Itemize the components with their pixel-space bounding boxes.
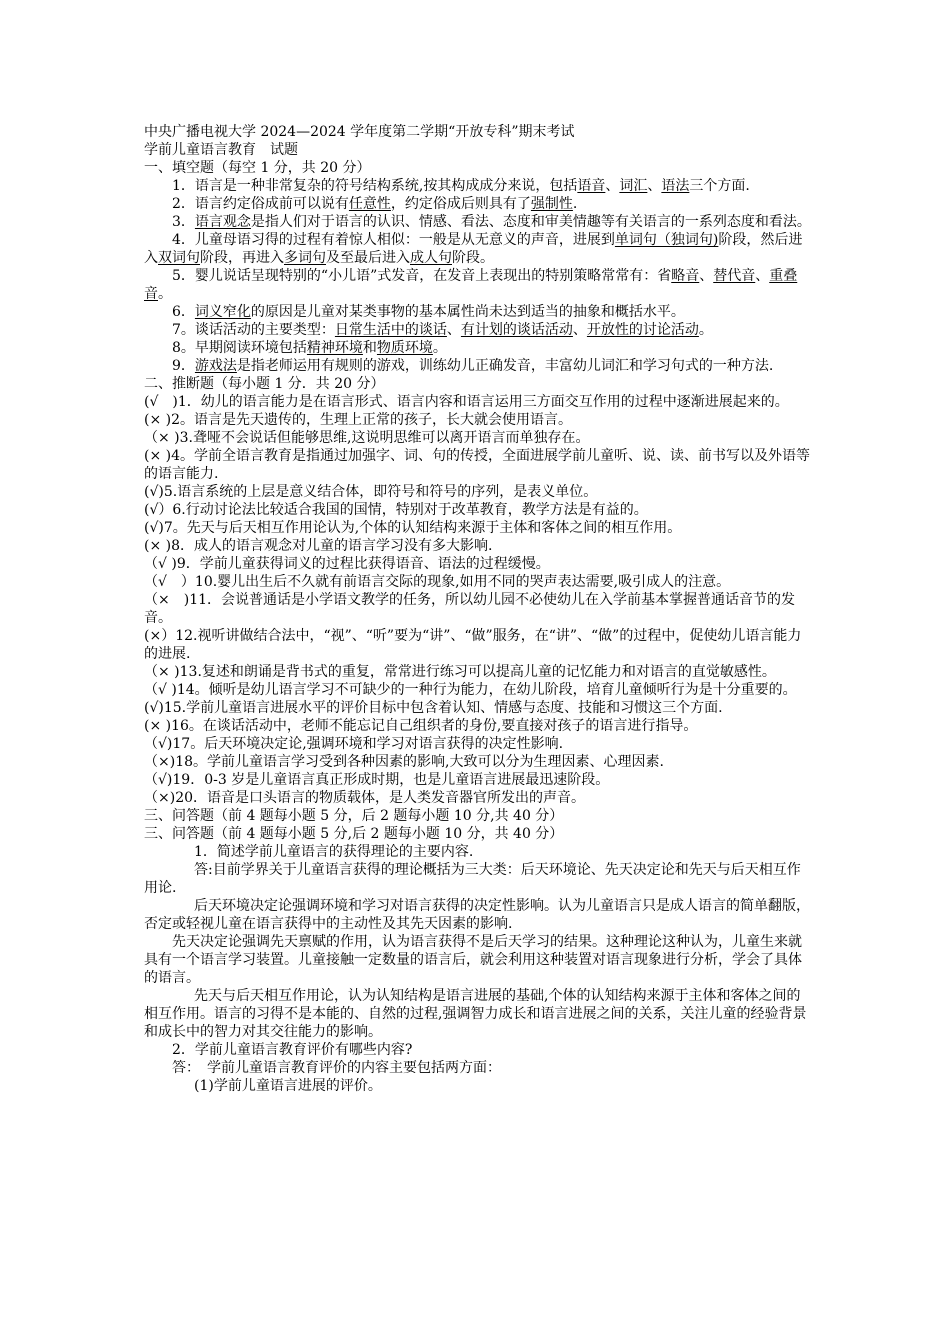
essay-answer-1-para: 先天与后天相互作用论，认为认知结构是语言进展的基础,个体的认知结构来源于主体和客体之间的相互作用。语言的习得不是本能的、自然的过程,强调智力成长和语言进展之间的关系，关注儿童的经验背景和成长中的智力对其交往能力的影响。 — [144, 988, 807, 1040]
fill-question-3: 3．语言观念是指人们对于语言的认识、情感、看法、态度和审美情趣等有关语言的一系列态度和看法。 — [172, 214, 811, 230]
judge-item: (× )16。在谈话活动中，老师不能忘记自己组织者的身份,要直接对孩子的语言进行指导。 — [144, 718, 698, 734]
judge-item: （×)18。学前儿童语言学习受到各种因素的影响,大致可以分为生理因素、心理因素. — [144, 754, 664, 770]
judge-item: （× )3.聋哑不会说话但能够思维,这说明思维可以离开语言而单独存在。 — [144, 430, 590, 446]
judge-item: (√)7。先天与后天相互作用论认为,个体的认知结构来源于主体和客体之间的相互作用。 — [144, 520, 682, 536]
essay-answer-1-para: 先天决定论强调先天禀赋的作用，认为语言获得不是后天学习的结果。这种理论这种认为，儿童生来就具有一个语言学习装置。儿童接触一定数量的语言后，就会利用这种装置对语言现象进行分析，学会了具体的语言。 — [144, 934, 802, 986]
fill-question-2: 2．语言约定俗成前可以说有任意性，约定俗成后则具有了强制性. — [172, 196, 578, 212]
exam-title: 中央广播电视大学 2024—2024 学年度第二学期“开放专科”期末考试 — [144, 124, 575, 140]
judge-item: (√）6.行动讨论法比较适合我国的国情，特别对于改革教育，教学方法是有益的。 — [144, 502, 648, 518]
essay-question-2: 2．学前儿童语言教育评价有哪些内容? — [172, 1042, 413, 1058]
section-3-heading-repeat: 三、问答题（前 4 题每小题 5 分,后 2 题每小题 10 分，共 40 分） — [144, 826, 564, 842]
exam-document — [144, 123, 814, 1095]
fill-question-7: 7。谈话活动的主要类型：日常生活中的谈话、有计划的谈话活动、开放性的讨论活动。 — [172, 322, 713, 338]
section-2-heading: 二、推断题（每小题 1 分．共 20 分） — [144, 376, 385, 392]
essay-answer-1-para: 后天环境决定论强调环境和学习对语言获得的决定性影响。认为儿童语言只是成人语言的简单翻版，否定或轻视儿童在语言获得中的主动性及其先天因素的影响. — [144, 898, 810, 932]
judge-item: (√ )1．幼儿的语言能力是在语言形式、语言内容和语言运用三方面交互作用的过程中逐渐进展起来的。 — [144, 394, 789, 410]
judge-item: （√ ）10.婴儿出生后不久就有前语言交际的现象,如用不同的哭声表达需要,吸引成人的注意。 — [144, 574, 731, 590]
essay-answer-1-intro: 答:目前学界关于儿童语言获得的理论概括为三大类：后天环境论、先天决定论和先天与后天相互作用论. — [144, 862, 801, 896]
essay-answer-2-item: (1)学前儿童语言进展的评价。 — [194, 1078, 382, 1094]
judge-item: (× )8．成人的语言观念对儿童的语言学习没有多大影响. — [144, 538, 493, 554]
judge-item: (√)5.语言系统的上层是意义结合体，即符号和符号的序列，是表义单位。 — [144, 484, 598, 500]
judge-item: (×）12.视听讲做结合法中，“视”、“听”要为“讲”、“做”服务，在“讲”、“做”的过程中，促使幼儿语言能力的进展. — [144, 628, 802, 662]
judge-item: (√)15.学前儿童语言进展水平的评价目标中包含着认知、情感与态度、技能和习惯这三个方面. — [144, 700, 723, 716]
judge-item: （√)19．0-3 岁是儿童语言真正形成时期，也是儿童语言进展最迅速阶段。 — [144, 772, 610, 788]
judge-item: (× )2。语言是先天遗传的，生理上正常的孩子，长大就会使用语言。 — [144, 412, 573, 428]
fill-question-5: 5．婴儿说话呈现特别的“小儿语”式发音，在发音上表现出的特别策略常常有：省略音、替代音、重叠音。 — [144, 268, 798, 302]
judge-item: （√ )9．学前儿童获得词义的过程比获得语音、语法的过程缓慢。 — [144, 556, 550, 572]
judge-item: （√)17。后天环境决定论,强调环境和学习对语言获得的决定性影响. — [144, 736, 564, 752]
fill-question-9: 9．游戏法是指老师运用有规则的游戏，训练幼儿正确发音，丰富幼儿词汇和学习句式的一种方法. — [172, 358, 774, 374]
section-1-heading: 一、填空题（每空 1 分，共 20 分） — [144, 160, 371, 176]
essay-question-1: 1．简述学前儿童语言的获得理论的主要内容. — [194, 844, 474, 860]
judge-item: (× )4。学前全语言教育是指通过加强字、词、句的传授，全面进展学前儿童听、说、读、前书写以及外语等的语言能力. — [144, 448, 811, 482]
judge-item: （√ )14。倾听是幼儿语言学习不可缺少的一种行为能力，在幼儿阶段，培育儿童倾听行为是十分重要的。 — [144, 682, 797, 698]
fill-question-6: 6．词义窄化的原因是儿童对某类事物的基本属性尚未达到适当的抽象和概括水平。 — [172, 304, 685, 320]
section-3-heading: 三、问答题（前 4 题每小题 5 分，后 2 题每小题 10 分,共 40 分） — [144, 808, 564, 824]
fill-question-4: 4．儿童母语习得的过程有着惊人相似：一般是从无意义的声音，进展到单词句（独词句)阶段，然后进入双词句阶段，再进入多词句及至最后进入成人句阶段。 — [144, 232, 803, 266]
fill-question-8: 8。早期阅读环境包括精神环境和物质环境。 — [172, 340, 447, 356]
judge-item: （× )11．会说普通话是小学语文教学的任务，所以幼儿园不必使幼儿在入学前基本掌握普通话音节的发音。 — [144, 592, 796, 626]
essay-answer-2-intro: 答： 学前儿童语言教育评价的内容主要包括两方面： — [172, 1060, 501, 1076]
exam-subtitle: 学前儿童语言教育 试题 — [144, 142, 298, 158]
fill-question-1: 1．语言是一种非常复杂的符号结构系统,按其构成成分来说，包括语音、词汇、语法三个方面. — [172, 178, 750, 194]
judge-item: （×)20．语音是口头语言的物质载体，是人类发音器官所发出的声音。 — [144, 790, 586, 806]
judge-item: （× )13.复述和朗诵是背书式的重复，常常进行练习可以提高儿童的记忆能力和对语言的直觉敏感性。 — [144, 664, 776, 680]
